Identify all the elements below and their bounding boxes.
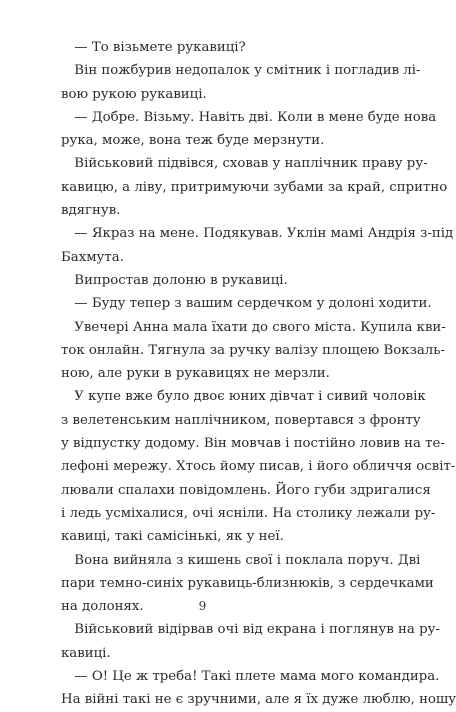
text-line: рука, може, вона теж буде мерзнути. <box>61 133 325 149</box>
text-line: — То візьмете рукавиці? <box>74 40 246 55</box>
text-line: пари темно-синіх рукавиць-близнюків, з сердечками <box>61 575 434 591</box>
text-line: — О! Це ж треба! Такі плете мама мого командира. <box>74 669 440 685</box>
text-line: на долонях. <box>61 599 144 615</box>
text-line: з велетенським наплічником, повертався з фронту <box>61 412 421 428</box>
text-line: і ледь усміхалися, очі ясніли. На столику лежали ру- <box>61 505 436 521</box>
text-line: Бахмута. <box>61 249 124 265</box>
page-number: 9 <box>198 599 207 613</box>
text-line: кавиці. <box>61 645 111 661</box>
text-line: Увечері Анна мала їхати до свого міста. Купила кви- <box>74 319 446 335</box>
text-line: — Добре. Візьму. Навіть дві. Коли в мене буде нова <box>74 109 437 125</box>
text-line: вою рукою рукавиці. <box>61 86 207 102</box>
text-line: кавицю, а ліву, притримуючи зубами за край, спритно <box>61 179 448 195</box>
text-line: У купе вже було двоє юних дівчат і сивий чоловік <box>74 389 426 405</box>
text-line: Вона вийняла з кишень свої і поклала поруч. Дві <box>74 552 421 568</box>
text-line: Військовий підвівся, сховав у наплічник праву ру- <box>74 156 428 172</box>
text-line: ток онлайн. Тягнула за ручку валізу площею Вокзаль- <box>61 342 445 358</box>
text-line: На війні такі не є зручними, але я їх дуже люблю, ношу <box>61 692 456 708</box>
text-line: лефоні мережу. Хтось йому писав, і його обличчя освіт- <box>61 459 456 475</box>
text-line: вдягнув. <box>61 203 121 219</box>
text-line: — Якраз на мене. Подякував. Уклін мамі Андрія з-під <box>74 226 454 242</box>
text-line: лювали спалахи повідомлень. Його губи здригалися <box>61 482 431 498</box>
text-line: Випростав долоню в рукавиці. <box>74 272 288 288</box>
text-line: — Буду тепер з вашим сердечком у долоні ходити. <box>74 296 432 312</box>
text-line: ною, але руки в рукавицях не мерзли. <box>61 366 330 382</box>
text-line: у відпустку додому. Він мовчав і постійно ловив на те- <box>61 436 445 452</box>
text-line: кавиці, такі самісінькі, як у неї. <box>61 529 284 545</box>
text-line: Він пожбурив недопалок у смітник і погладив лі- <box>74 63 421 79</box>
text-line: Військовий відірвав очі від екрана і поглянув на ру- <box>74 622 440 638</box>
